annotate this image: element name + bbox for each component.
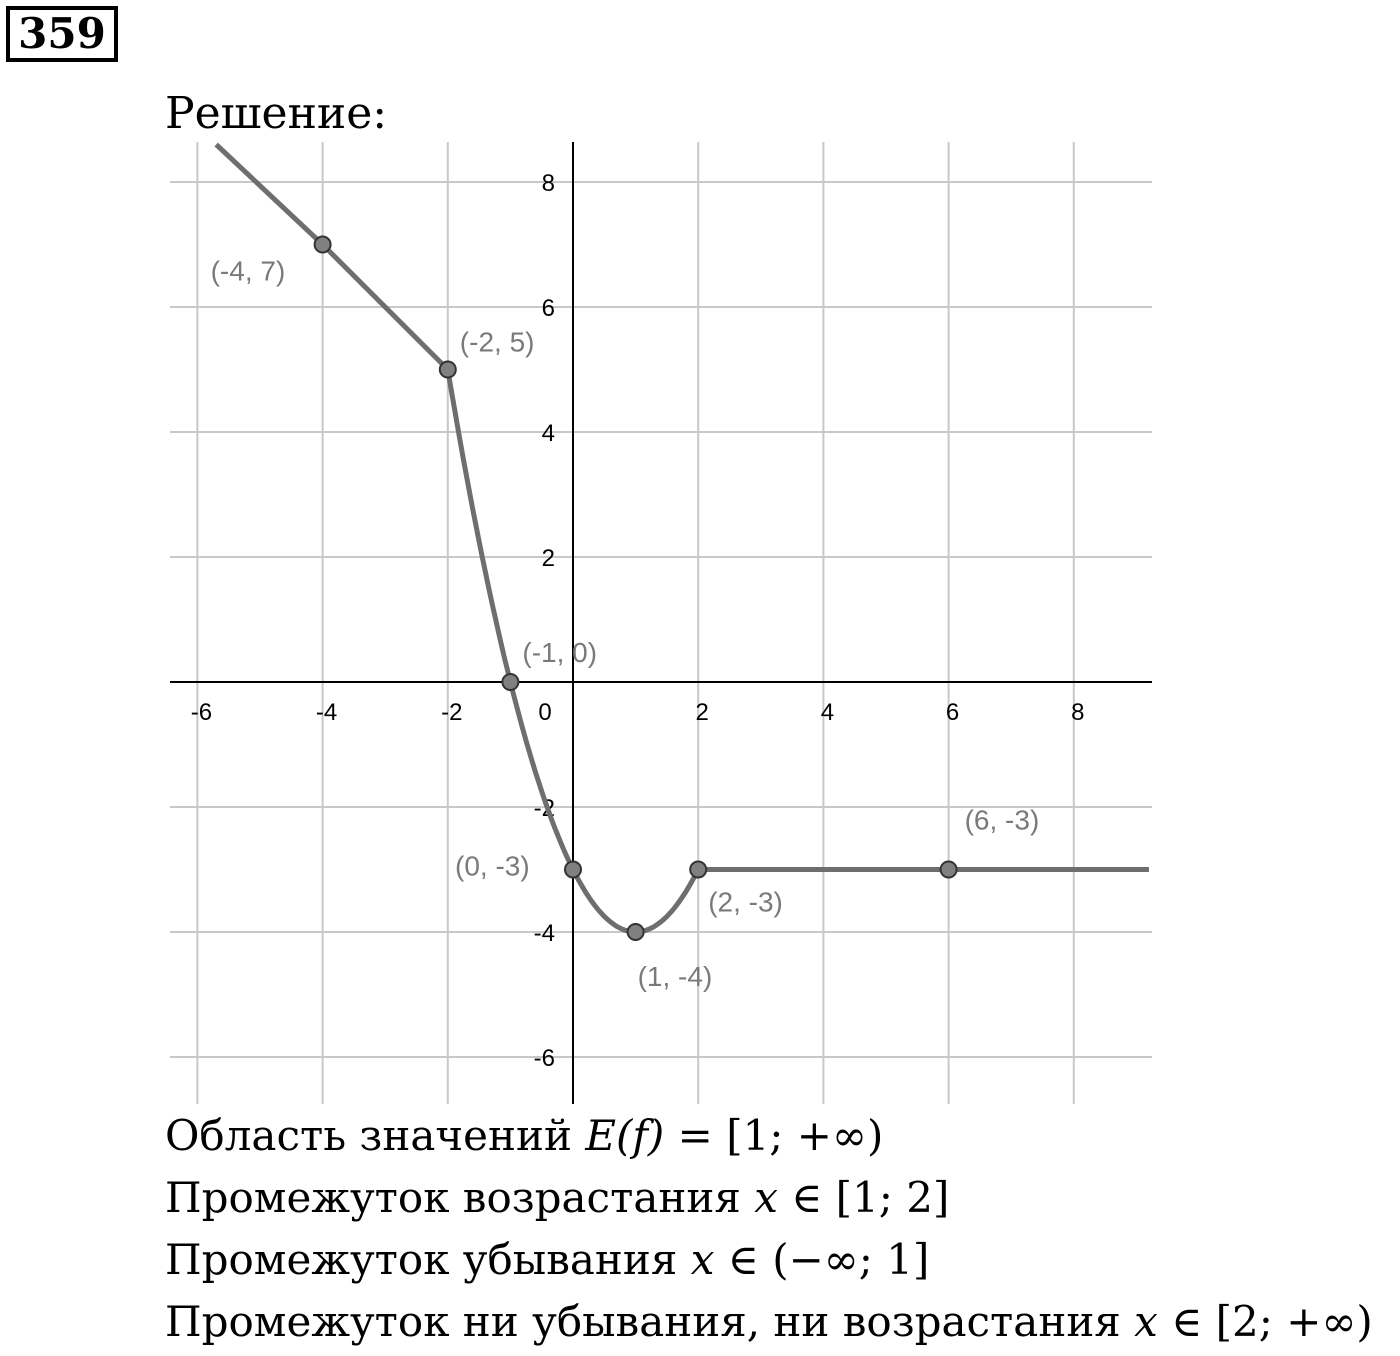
y-tick-label: 4 — [541, 420, 555, 447]
x-tick-label: 0 — [538, 699, 552, 726]
y-tick-label: 8 — [541, 170, 555, 197]
data-point — [502, 674, 518, 690]
data-point — [315, 237, 331, 253]
y-tick-label: -6 — [533, 1045, 555, 1072]
solution-heading: Решение: — [165, 88, 388, 139]
data-point — [690, 862, 706, 878]
problem-number: 359 — [6, 6, 118, 62]
answer-decreasing-math: x — [690, 1235, 715, 1284]
answer-increasing-math: x — [754, 1173, 778, 1222]
answer-increasing — [165, 1172, 949, 1224]
answer-range-text: Область значений — [165, 1111, 586, 1160]
answer-constant-text: Промежуток ни убывания, ни возрастания — [165, 1297, 1135, 1346]
answer-constant-expr: ∈ [2; +∞) — [1157, 1297, 1373, 1346]
y-tick-label: -2 — [533, 795, 555, 822]
point-label: (2, -3) — [708, 886, 783, 918]
y-tick-label: -4 — [533, 920, 555, 947]
y-tick-label: 6 — [541, 295, 555, 322]
data-point — [941, 862, 957, 878]
point-label: (0, -3) — [455, 850, 530, 882]
answer-constant-math: x — [1134, 1297, 1158, 1346]
x-tick-label: 8 — [1071, 699, 1085, 726]
point-label: (1, -4) — [637, 961, 713, 992]
answer-increasing-text: Промежуток возрастания — [165, 1173, 755, 1222]
x-tick-label: 6 — [945, 699, 960, 726]
answer-constant — [165, 1296, 1373, 1348]
answer-decreasing-text: Промежуток убывания — [165, 1235, 691, 1284]
data-point — [628, 924, 644, 940]
answer-increasing-expr: ∈ [1; 2] — [777, 1173, 950, 1222]
answer-range-expr: = [1; +∞) — [664, 1111, 884, 1160]
point-label: (-2, 5) — [459, 326, 535, 358]
answer-decreasing-expr: ∈ (−∞; 1] — [714, 1235, 930, 1284]
answer-range-math: E(f) — [585, 1111, 665, 1160]
x-tick-label: -6 — [190, 699, 213, 726]
point-label: (-4, 7) — [210, 255, 286, 287]
x-tick-label: -2 — [441, 699, 463, 726]
point-label: (-1, 0) — [522, 637, 598, 668]
x-tick-label: -4 — [315, 699, 338, 726]
x-tick-label: 4 — [820, 699, 835, 726]
answer-range — [165, 1110, 883, 1162]
point-label: (6, -3) — [964, 804, 1040, 836]
y-tick-label: 2 — [541, 545, 555, 572]
data-point — [565, 862, 581, 878]
data-point — [440, 362, 456, 378]
x-tick-label: 2 — [695, 699, 709, 726]
answer-decreasing — [165, 1234, 929, 1286]
